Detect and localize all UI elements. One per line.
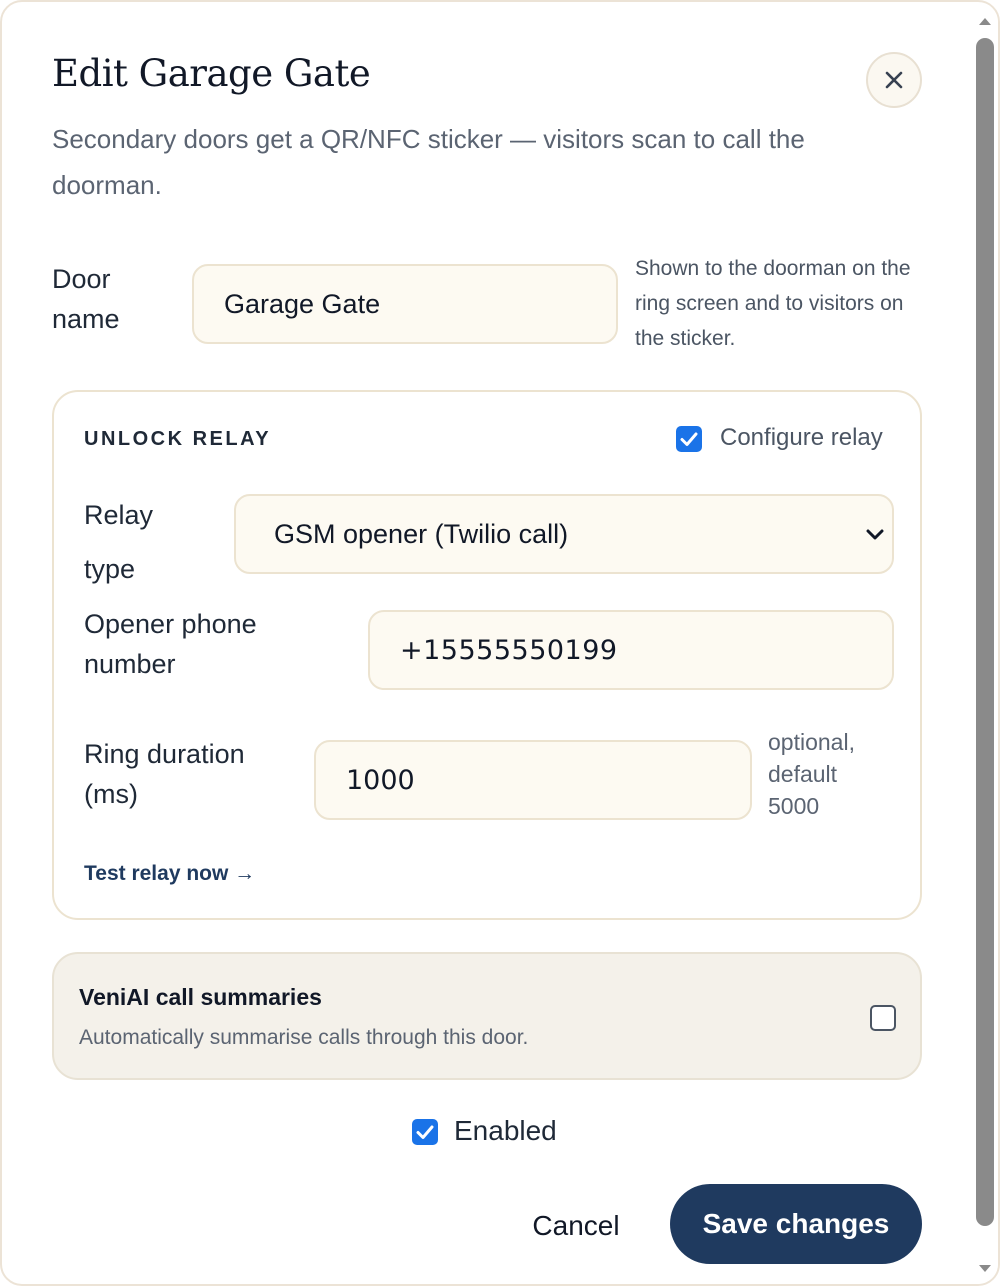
checkmark-icon (676, 426, 702, 452)
ring-duration-input[interactable] (314, 740, 752, 820)
ring-duration-hint (768, 726, 855, 822)
relay-type-label-line2: type (84, 554, 136, 584)
relay-type-label (84, 488, 153, 596)
opener-phone-label-line2: number (84, 649, 176, 679)
door-name-label (52, 259, 120, 339)
veniai-checkbox[interactable] (870, 1005, 896, 1031)
door-name-input[interactable] (192, 264, 618, 344)
ring-duration-hint-line1: optional, (768, 729, 855, 755)
scrollbar-thumb[interactable] (976, 38, 994, 1226)
door-name-label-line1: Door (52, 264, 111, 294)
save-changes-button[interactable]: Save changes (670, 1184, 922, 1264)
dialog-subtitle: Secondary doors get a QR/NFC sticker — visitors scan to call the doorman. (52, 124, 805, 200)
opener-phone-input[interactable] (368, 610, 894, 690)
relay-type-label-line1: Relay (84, 500, 154, 530)
chevron-down-icon (866, 528, 884, 542)
configure-relay-checkbox[interactable] (676, 426, 702, 452)
unlock-relay-heading: UNLOCK RELAY (84, 428, 272, 450)
ring-duration-label-line1: Ring duration (84, 739, 245, 769)
opener-phone-label (84, 604, 257, 684)
ring-duration-label (84, 734, 245, 814)
scroll-up-icon[interactable] (976, 14, 994, 28)
door-name-value: Garage Gate (224, 288, 381, 319)
dialog-title: Edit Garage Gate (52, 52, 371, 95)
veniai-description: Automatically summarise calls through this door. (79, 1026, 529, 1049)
veniai-title: VeniAI call summaries (79, 984, 322, 1010)
veniai-summaries-card (52, 952, 922, 1080)
opener-phone-value: +15555550199 (400, 634, 618, 666)
ring-duration-value: 1000 (346, 764, 415, 796)
opener-phone-label-line1: Opener phone (84, 609, 257, 639)
cancel-button[interactable]: Cancel (512, 1198, 640, 1254)
door-name-hint: Shown to the doorman on the ring screen and to visitors on the sticker. (635, 257, 911, 350)
relay-type-selected: GSM opener (Twilio call) (274, 518, 569, 549)
ring-duration-hint-line3: 5000 (768, 793, 820, 819)
checkmark-icon (412, 1119, 438, 1145)
enabled-label: Enabled (454, 1115, 557, 1146)
door-name-label-line2: name (52, 304, 120, 334)
unlock-relay-section (52, 390, 922, 920)
close-icon (885, 71, 903, 89)
enabled-checkbox[interactable] (412, 1119, 438, 1145)
scroll-down-icon[interactable] (976, 1262, 994, 1276)
test-relay-link[interactable]: Test relay now → (84, 862, 256, 885)
configure-relay-label: Configure relay (720, 424, 883, 451)
close-button[interactable] (866, 52, 922, 108)
ring-duration-hint-line2: default (768, 761, 838, 787)
relay-type-select[interactable] (234, 494, 894, 574)
ring-duration-label-line2: (ms) (84, 779, 138, 809)
